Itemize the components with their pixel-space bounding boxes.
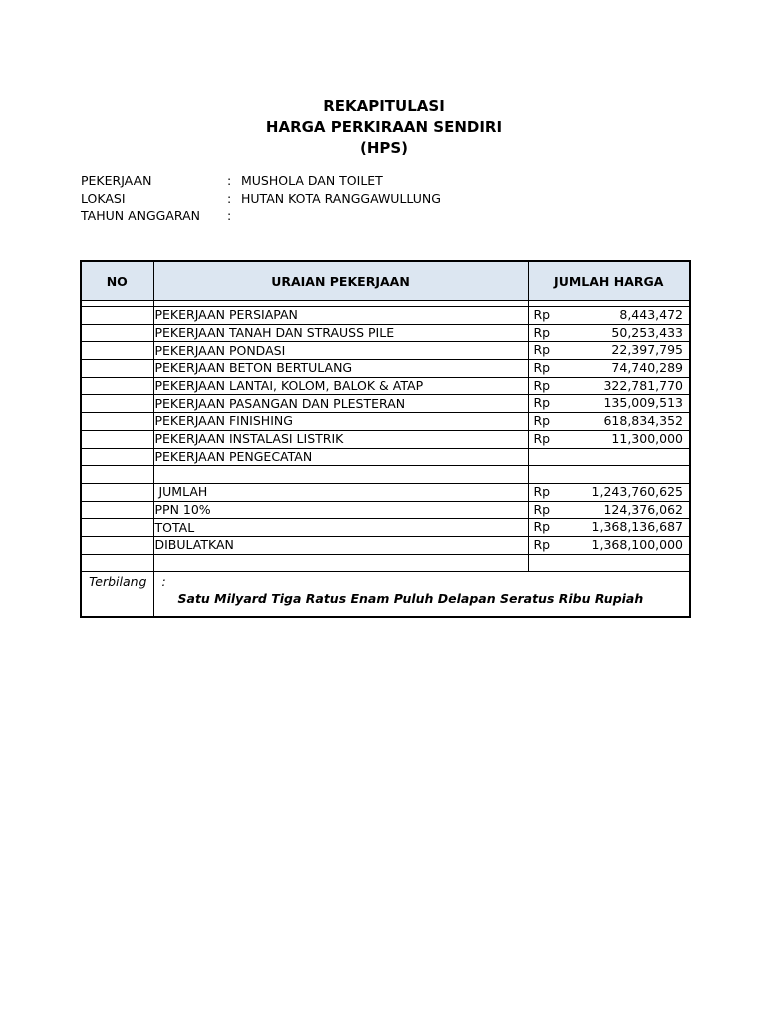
- amount-value: 1,368,136,687: [591, 519, 683, 535]
- title-line-3: (HPS): [359, 139, 409, 157]
- desc-cell: PEKERJAAN FINISHING: [153, 413, 528, 431]
- desc-cell: TOTAL: [153, 519, 528, 537]
- desc-cell: JUMLAH: [153, 483, 528, 501]
- currency: Rp: [533, 395, 551, 411]
- currency: Rp: [533, 413, 551, 429]
- terbilang-text-cell: [153, 572, 690, 618]
- amount-cell: [528, 430, 690, 448]
- terbilang-colon: :: [161, 574, 166, 590]
- amount-cell: [528, 324, 690, 342]
- amount-value: 618,834,352: [603, 413, 683, 429]
- terbilang-row: [81, 572, 690, 618]
- info-value: MUSHOLA DAN TOILET: [241, 173, 383, 188]
- amount-cell: [528, 395, 690, 413]
- amount-cell: [528, 413, 690, 431]
- amount-value: 22,397,795: [611, 342, 683, 358]
- table-row: [81, 395, 690, 413]
- header-no: NO: [81, 261, 153, 301]
- desc-cell: DIBULATKAN: [153, 536, 528, 554]
- info-colon: :: [227, 173, 232, 188]
- amount-cell: [528, 360, 690, 378]
- table-row: [81, 307, 690, 325]
- header-jumlah: JUMLAH HARGA: [528, 261, 690, 301]
- currency: Rp: [533, 501, 551, 517]
- desc-cell: PEKERJAAN BETON BERTULANG: [153, 360, 528, 378]
- amount-value: 124,376,062: [603, 501, 683, 517]
- desc-cell: PEKERJAAN INSTALASI LISTRIK: [153, 430, 528, 448]
- amount-cell: [528, 342, 690, 360]
- total-row: [81, 483, 690, 501]
- desc-cell: PEKERJAAN PENGECATAN: [153, 448, 528, 466]
- terbilang-label: Terbilang: [89, 574, 147, 590]
- table-row: [81, 324, 690, 342]
- title-line-2: HARGA PERKIRAAN SENDIRI: [265, 118, 503, 136]
- amount-value: 8,443,472: [619, 307, 683, 322]
- info-value: HUTAN KOTA RANGGAWULLUNG: [241, 190, 441, 206]
- header-uraian: URAIAN PEKERJAAN: [153, 261, 528, 301]
- info-row-tahun-anggaran: [81, 207, 441, 225]
- amount-cell: [528, 519, 690, 537]
- desc-cell: PEKERJAAN PASANGAN DAN PLESTERAN: [153, 395, 528, 413]
- table-row: [81, 342, 690, 360]
- total-row: [81, 519, 690, 537]
- table-row: [81, 430, 690, 448]
- desc-cell: PEKERJAAN PONDASI: [153, 342, 528, 360]
- no-cell: [81, 360, 153, 378]
- amount-value: 135,009,513: [603, 395, 683, 411]
- amount-value: 11,300,000: [611, 430, 683, 446]
- no-cell: [81, 307, 153, 325]
- amount-value: 1,368,100,000: [591, 536, 683, 552]
- desc-cell: PEKERJAAN PERSIAPAN: [153, 307, 528, 325]
- info-colon: :: [227, 208, 232, 223]
- currency: Rp: [533, 519, 551, 535]
- no-cell: [81, 448, 153, 466]
- amount-cell: [528, 536, 690, 554]
- amount-cell: [528, 483, 690, 501]
- no-cell: [81, 430, 153, 448]
- table-row: [81, 448, 690, 466]
- table-header-row: [81, 261, 690, 301]
- currency: Rp: [533, 377, 551, 393]
- document-title: [0, 96, 768, 159]
- no-cell: [81, 501, 153, 519]
- amount-cell: [528, 448, 690, 466]
- currency: Rp: [533, 307, 551, 322]
- currency: Rp: [533, 483, 551, 499]
- desc-cell: PEKERJAAN TANAH DAN STRAUSS PILE: [153, 324, 528, 342]
- currency: Rp: [533, 360, 551, 376]
- no-cell: [81, 536, 153, 554]
- title-line-1: REKAPITULASI: [323, 97, 445, 115]
- info-label: LOKASI: [81, 190, 126, 206]
- amount-value: 50,253,433: [611, 324, 683, 340]
- desc-cell: PPN 10%: [153, 501, 528, 519]
- no-cell: [81, 519, 153, 537]
- info-row-pekerjaan: [81, 172, 441, 190]
- amount-value: 74,740,289: [611, 360, 683, 376]
- empty-row: [81, 466, 690, 484]
- terbilang-text: Satu Milyard Tiga Ratus Enam Puluh Delapan Seratus Ribu Rupiah: [177, 591, 644, 607]
- currency: Rp: [533, 430, 551, 446]
- info-label: TAHUN ANGGARAN: [81, 208, 200, 223]
- table-row: [81, 413, 690, 431]
- info-row-lokasi: [81, 190, 441, 208]
- total-row: [81, 536, 690, 554]
- amount-value: 322,781,770: [603, 377, 683, 393]
- table-row: [81, 377, 690, 395]
- empty-row: [81, 554, 690, 572]
- no-cell: [81, 413, 153, 431]
- no-cell: [81, 377, 153, 395]
- info-label: PEKERJAAN: [81, 173, 152, 188]
- no-cell: [81, 483, 153, 501]
- no-cell: [81, 342, 153, 360]
- table-row: [81, 360, 690, 378]
- currency: Rp: [533, 536, 551, 552]
- amount-cell: [528, 307, 690, 325]
- amount-cell: [528, 501, 690, 519]
- currency: Rp: [533, 342, 551, 358]
- hps-table: [80, 260, 691, 618]
- currency: Rp: [533, 324, 551, 340]
- no-cell: [81, 324, 153, 342]
- desc-cell: PEKERJAAN LANTAI, KOLOM, BALOK & ATAP: [153, 377, 528, 395]
- no-cell: [81, 395, 153, 413]
- amount-value: 1,243,760,625: [591, 483, 683, 499]
- terbilang-label-cell: [81, 572, 153, 618]
- info-colon: :: [227, 190, 232, 206]
- amount-cell: [528, 377, 690, 395]
- project-info: [81, 172, 441, 225]
- total-row: [81, 501, 690, 519]
